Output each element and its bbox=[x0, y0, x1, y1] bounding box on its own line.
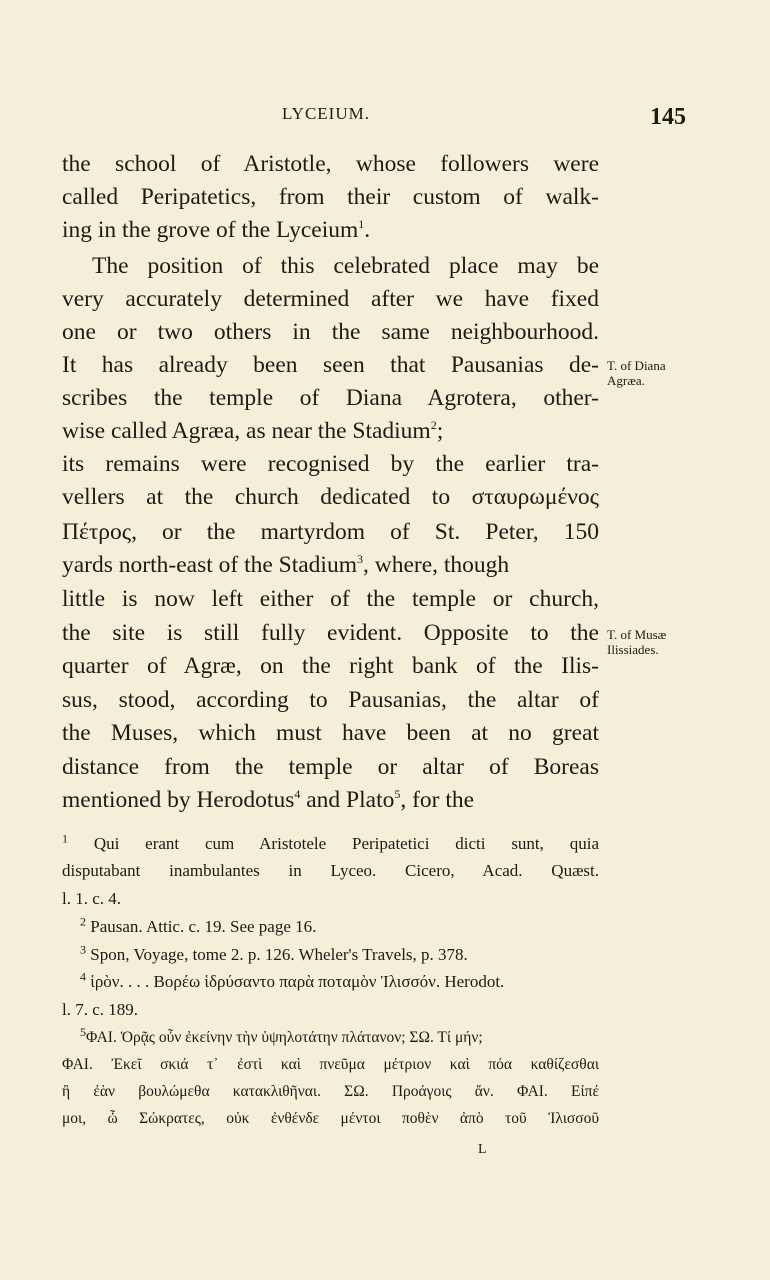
body-line-16: quarter of Agræ, on the right bank of the Ilis- bbox=[62, 653, 599, 679]
footnote-ref: 3 bbox=[357, 552, 363, 567]
body-line-12: Πέτρος, or the martyrdom of St. Peter, 150 bbox=[62, 519, 599, 545]
margin-note-musae: T. of Musæ Ilissiades. bbox=[607, 627, 667, 657]
body-line-18: the Muses, which must have been at no great bbox=[62, 720, 599, 746]
footnote-5-line-2: ΦΑΙ. Ἐκεῖ σκιά τ᾽ ἐστὶ καὶ πνεῦμα μέτριον καὶ πόα καθίζεσθαι bbox=[62, 1056, 599, 1073]
body-line-8: scribes the temple of Diana Agrotera, other- bbox=[62, 385, 599, 411]
footnote-ref: 2 bbox=[430, 418, 437, 433]
body-line-6: one or two others in the same neighbourhood. bbox=[62, 319, 599, 345]
footnote-ref: 1 bbox=[358, 217, 365, 232]
footnote-ref: 5 bbox=[394, 787, 401, 802]
body-line-19: distance from the temple or altar of Boreas bbox=[62, 754, 599, 780]
footnote-4-line-1: $^4$ ἱρὸν. . . . Βορέω ἱδρύσαντο παρὰ ποταμὸν Ἰλισσόν. Herodot. bbox=[80, 969, 505, 991]
footnote-5-line-3: ἢ ἐὰν βουλώμεθα κατακλιθῆναι. ΣΩ. Προάγοις ἄν. ΦΑΙ. Εἰπέ bbox=[62, 1083, 599, 1100]
footnote-4-line-2: l. 7. c. 189. bbox=[62, 1000, 139, 1019]
footnote-1-line-2: disputabant inambulantes in Lyceo. Cicero, Acad. Quæst. bbox=[62, 861, 599, 880]
body-line-10: its remains were recognised by the earlier tra- bbox=[62, 451, 599, 477]
page-number: 145 bbox=[650, 104, 686, 130]
body-line-14: little is now left either of the temple or church, bbox=[62, 586, 599, 612]
body-line-9: wise called Agræa, as near the Stadium$^2$; bbox=[62, 418, 444, 444]
margin-note-diana: T. of Diana Agræa. bbox=[607, 358, 666, 388]
footnote-2: $^2$ Pausan. Attic. c. 19. See page 16. bbox=[80, 914, 317, 936]
footnote-1-line-1: $^1$ Qui erant cum Aristotele Peripatetici dicti sunt, quia bbox=[62, 831, 600, 853]
body-line-20: mentioned by Herodotus$^4$ and Plato$^5$, for the bbox=[62, 787, 475, 813]
body-line-11: vellers at the church dedicated to σταυρωμένος bbox=[62, 484, 599, 510]
footnote-5-line-4: μοι, ὦ Σώκρατες, οὐκ ἐνθένδε μέντοι ποθὲν ἀπὸ τοῦ Ἰλισσοῦ bbox=[62, 1110, 599, 1127]
body-line-2: called Peripatetics, from their custom of walk- bbox=[62, 184, 599, 210]
body-line-13: yards north-east of the Stadium$^3$, where, though bbox=[62, 552, 510, 578]
body-line-1: the school of Aristotle, whose followers were bbox=[62, 151, 599, 177]
body-line-17: sus, stood, according to Pausanias, the altar of bbox=[62, 687, 599, 713]
footnote-1-line-3: l. 1. c. 4. bbox=[62, 889, 122, 908]
body-line-7: It has already been seen that Pausanias de- bbox=[62, 352, 599, 378]
footnote-3: $^3$ Spon, Voyage, tome 2. p. 126. Wheler's Travels, p. 378. bbox=[80, 942, 468, 964]
body-line-15: the site is still fully evident. Opposite to the bbox=[62, 620, 599, 646]
footnote-ref: 4 bbox=[294, 787, 301, 802]
running-header-title: LYCEIUM. bbox=[282, 104, 370, 123]
signature-mark: L bbox=[478, 1142, 487, 1157]
body-line-4: The position of this celebrated place may be bbox=[92, 253, 599, 279]
body-line-5: very accurately determined after we have fixed bbox=[62, 286, 599, 312]
body-line-3: ing in the grove of the Lyceium$^1$. bbox=[62, 217, 371, 243]
footnote-5-line-1: $^5$ΦΑΙ. Ὁρᾷς οὖν ἐκείνην τὴν ὑψηλοτάτην πλάτανον; ΣΩ. Τί μήν; bbox=[80, 1024, 483, 1046]
